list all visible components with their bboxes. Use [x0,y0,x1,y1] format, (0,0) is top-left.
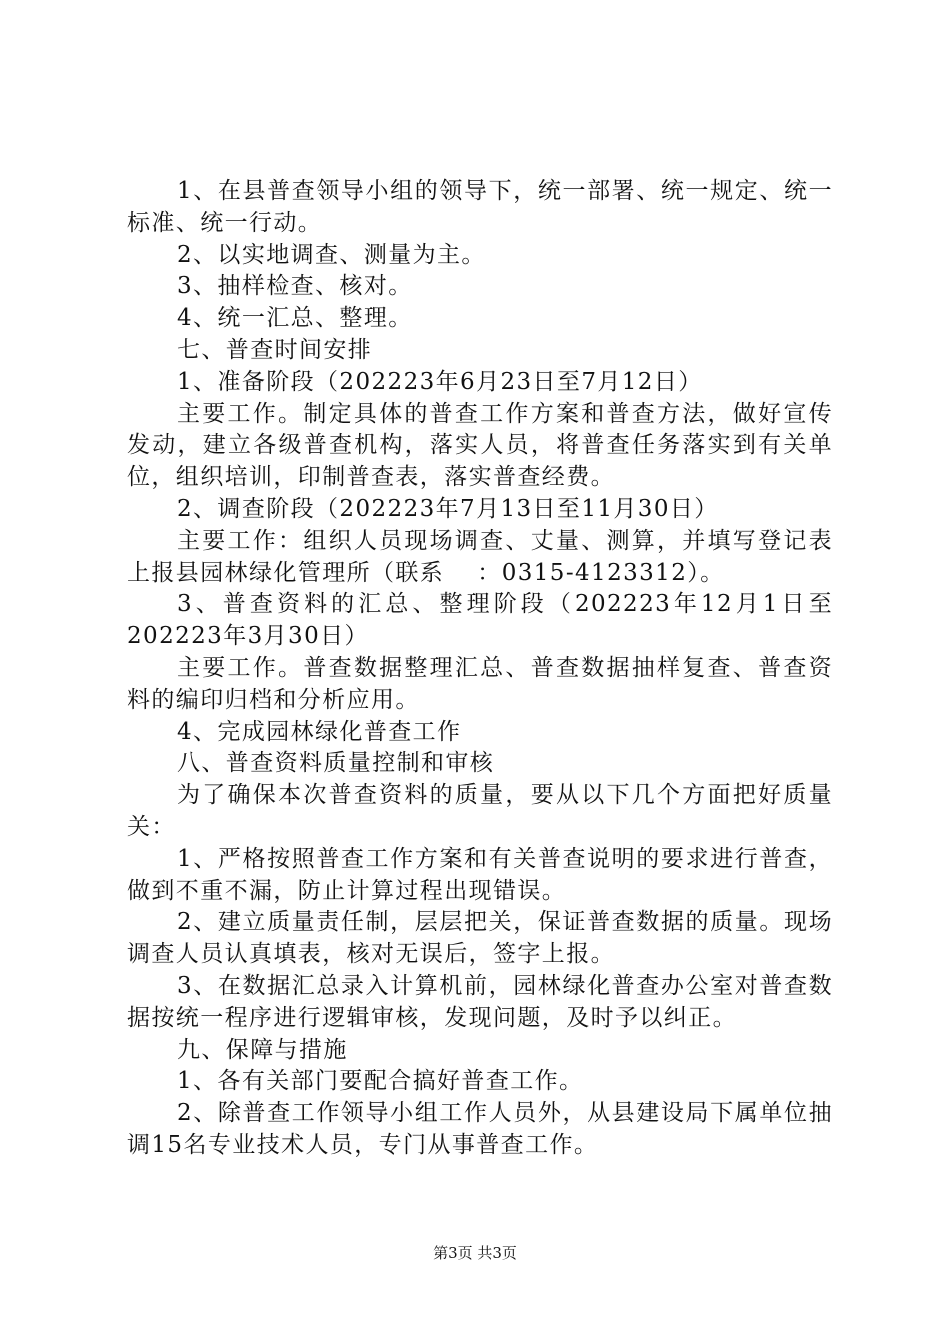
section-heading-guarantee: 九、保障与措施 [177,1036,348,1063]
paragraph-stage-survey: 2、调查阶段（202223年7月13日至11月30日） [177,495,719,522]
paragraph-principle-2: 2、以实地调查、测量为主。 [177,241,486,268]
paragraph-principle-4: 4、统一汇总、整理。 [177,305,413,332]
paragraph-stage-prepare: 1、准备阶段（202223年6月23日至7月12日） [177,368,703,395]
paragraph-principle-1: 1、在县普查领导小组的领导下，统一部署、统一规定、统一标准、统一行动。 [127,178,833,236]
paragraph-stage-complete: 4、完成园林绿化普查工作 [177,718,462,745]
paragraph-quality-1: 1、严格按照普查工作方案和有关普查说明的要求进行普查，做到不重不漏，防止计算过程出现错误。 [127,845,833,904]
page-footer: 第3页 共3页 [433,1244,517,1262]
paragraph-stage-prepare-work: 主要工作。制定具体的普查工作方案和普查方法，做好宣传发动，建立各级普查机构，落实人员，将普查任务落实到有关单位，组织培训，印制普查表，落实普查经费。 [127,400,833,491]
paragraph-quality-2: 2、建立质量责任制，层层把关，保证普查数据的质量。现场调查人员认真填表，核对无误后，签字上报。 [127,909,833,968]
paragraph-quality-3: 3、在数据汇总录入计算机前，园林绿化普查办公室对普查数据按统一程序进行逻辑审核，发现问题，及时予以纠正。 [127,972,833,1031]
paragraph-guarantee-2: 2、除普查工作领导小组工作人员外，从县建设局下属单位抽调15名专业技术人员，专门从事普查工作。 [127,1100,833,1158]
section-heading-quality: 八、普查资料质量控制和审核 [177,750,495,777]
paragraph-stage-survey-work: 主要工作：组织人员现场调查、丈量、测算，并填写登记表上报县园林绿化管理所（联系 ：0315-4123312）。 [127,527,833,586]
document-body [127,176,833,1162]
paragraph-principle-3: 3、抽样检查、核对。 [177,273,413,300]
section-heading-schedule: 七、普查时间安排 [177,336,373,363]
paragraph-stage-summary-work: 主要工作。普查数据整理汇总、普查数据抽样复查、普查资料的编印归档和分析应用。 [127,654,833,713]
paragraph-guarantee-1: 1、各有关部门要配合搞好普查工作。 [177,1068,584,1095]
paragraph-quality-intro: 为了确保本次普查资料的质量，要从以下几个方面把好质量关： [127,782,833,840]
paragraph-stage-summary: 3、普查资料的汇总、整理阶段（202223年12月1日至202223年3月30日） [127,591,833,650]
